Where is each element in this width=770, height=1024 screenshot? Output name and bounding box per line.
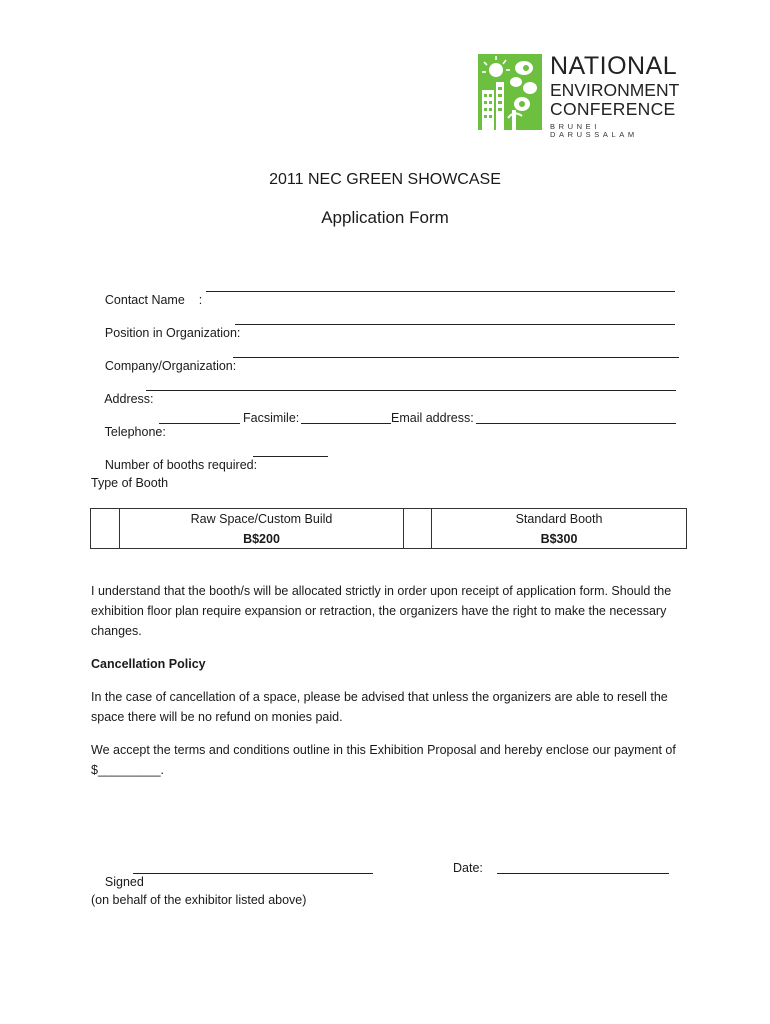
company-label: Company/Organization:: [104, 359, 237, 373]
standard-booth-option: [432, 509, 686, 548]
signature-field[interactable]: [133, 861, 373, 874]
contact-name-label: Contact Name :: [104, 293, 203, 307]
raw-space-label: Raw Space/Custom Build: [190, 512, 333, 526]
logo-line-conference: CONFERENCE: [550, 99, 676, 119]
signature-note: (on behalf of the exhibitor listed above): [91, 893, 307, 907]
facsimile-label: Facsimile:: [243, 411, 300, 425]
form-title: 2011 NEC GREEN SHOWCASE: [269, 171, 501, 188]
logo-line-national: NATIONAL: [550, 52, 678, 80]
nec-logo-text: [550, 54, 680, 138]
date-label: Date:: [453, 861, 483, 875]
raw-space-option: [120, 509, 404, 548]
standard-booth-label: Standard Booth: [515, 512, 603, 526]
booth-type-table: [90, 508, 687, 549]
raw-space-price: B$200: [243, 532, 280, 546]
acceptance-paragraph: We accept the terms and conditions outline in this Exhibition Proposal and hereby enclose our payment of $_________.: [91, 743, 676, 777]
email-label: Email address:: [391, 411, 474, 425]
form-subtitle: Application Form: [321, 208, 449, 227]
address-label: Address:: [104, 392, 154, 406]
cancellation-paragraph: In the case of cancellation of a space, please be advised that unless the organizers are able to resell the space there will be no refund on monies paid.: [91, 690, 668, 724]
nec-logo: [478, 52, 680, 139]
allocation-paragraph: I understand that the booth/s will be allocated strictly in order upon receipt of application form. Should the exhibition floor plan require expansion or retraction, the organizers have the right to make the necessary changes.: [91, 584, 672, 638]
company-field[interactable]: [233, 345, 679, 358]
standard-booth-checkbox[interactable]: [404, 509, 432, 548]
booths-label: Number of booths required:: [104, 458, 258, 472]
cancellation-heading: Cancellation Policy: [91, 657, 206, 671]
nec-logo-mark-icon: [478, 54, 542, 130]
signed-label: Signed: [104, 875, 144, 889]
type-of-booth-label: Type of Booth: [91, 476, 169, 490]
address-field[interactable]: [146, 378, 676, 391]
standard-booth-price: B$300: [540, 532, 578, 546]
contact-name-field[interactable]: [206, 279, 675, 292]
position-label: Position in Organization:: [104, 326, 241, 340]
raw-space-checkbox[interactable]: [91, 509, 120, 548]
date-field[interactable]: [497, 861, 669, 874]
logo-line-country: BRUNEI DARUSSALAM: [550, 122, 638, 139]
telephone-label: Telephone:: [104, 425, 166, 439]
booths-field[interactable]: [253, 444, 328, 457]
logo-line-environment: ENVIRONMENT: [550, 80, 680, 100]
booths-row: [91, 444, 257, 500]
telephone-field[interactable]: [159, 411, 240, 424]
position-field[interactable]: [235, 312, 675, 325]
facsimile-field[interactable]: [301, 411, 391, 424]
email-field[interactable]: [476, 411, 676, 424]
